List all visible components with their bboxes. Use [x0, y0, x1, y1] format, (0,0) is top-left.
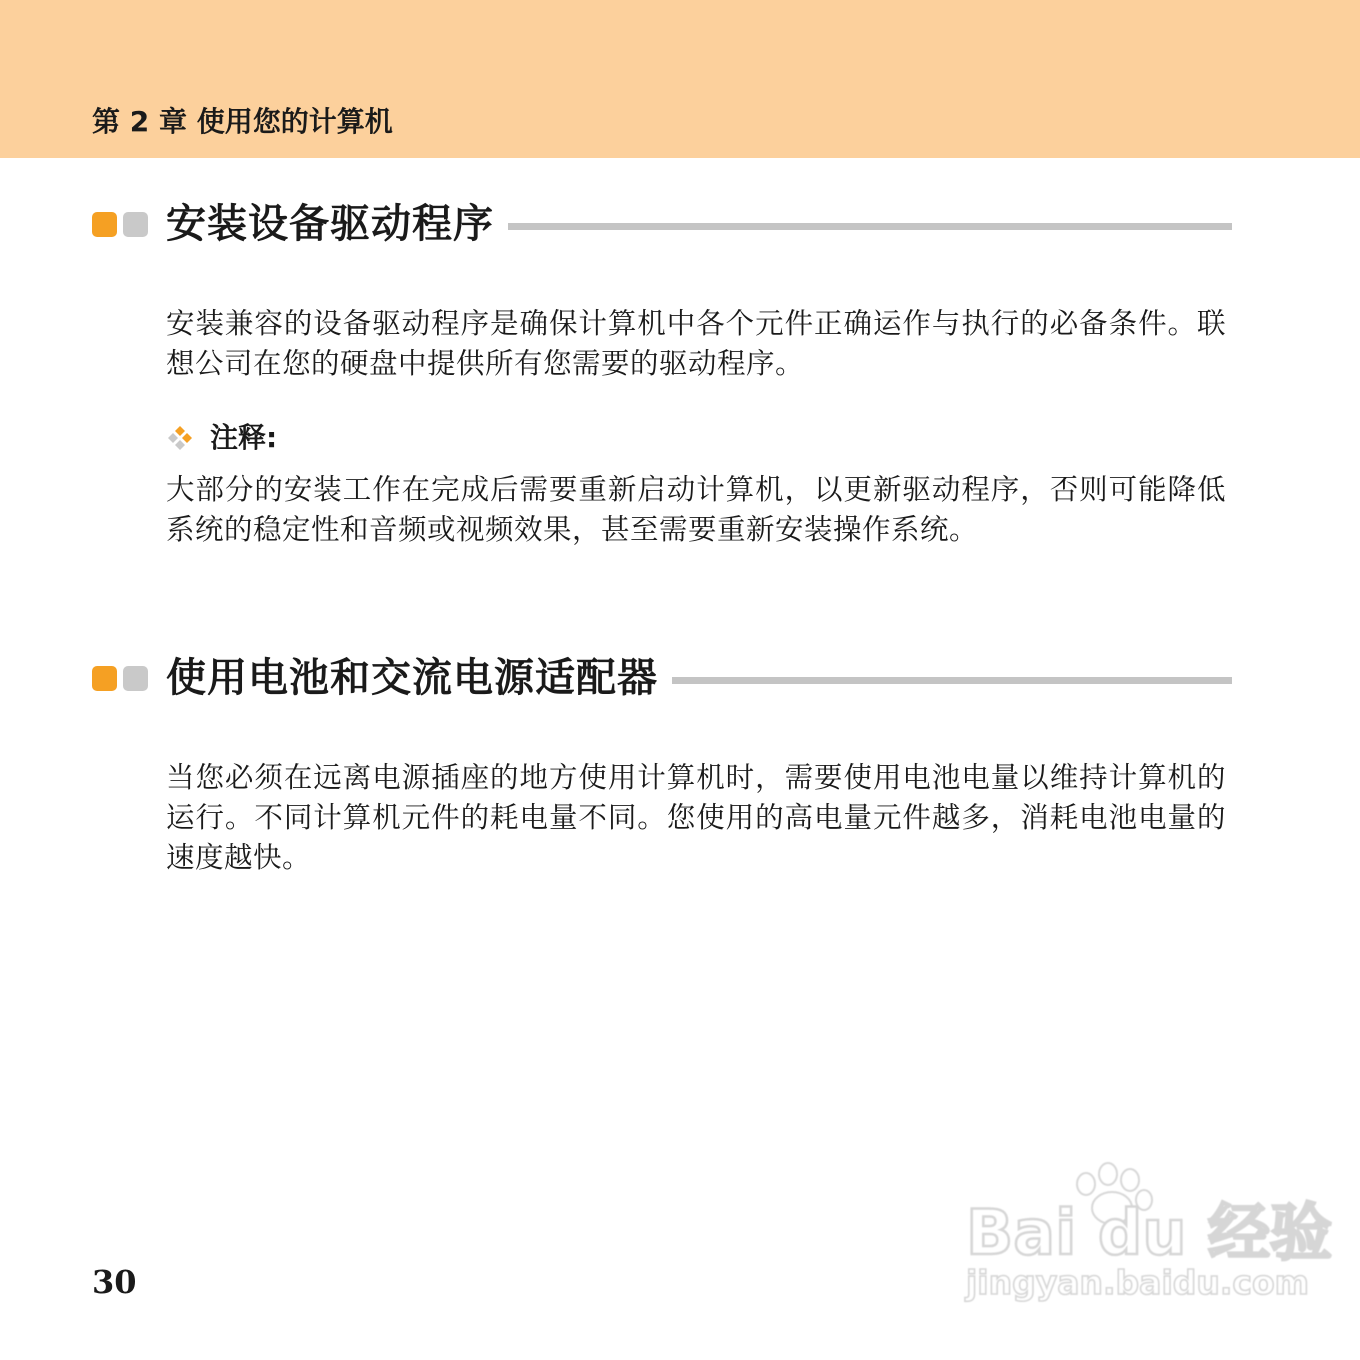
- section-heading-battery: [92, 648, 1232, 708]
- heading-rule: [508, 223, 1232, 230]
- orange-square-icon: [92, 212, 117, 237]
- section-title: 安装设备驱动程序: [166, 201, 494, 247]
- heading-rule: [672, 677, 1232, 684]
- chapter-title: 第 2 章 使用您的计算机: [92, 105, 393, 138]
- battery-paragraph: 当您必须在远离电源插座的地方使用计算机时，需要使用电池电量以维持计算机的运行。不同计算机元件的耗电量不同。您使用的高电量元件越多，消耗电池电量的速度越快。: [166, 761, 1226, 874]
- gray-square-icon: [123, 666, 148, 691]
- page-number: 30: [92, 1263, 137, 1301]
- section-heading-drivers: [92, 194, 1232, 254]
- watermark-url-text: jingyan.baidu.com: [966, 1263, 1310, 1302]
- baidu-jingyan-watermark: [962, 1158, 1333, 1308]
- orange-square-icon: [92, 666, 117, 691]
- drivers-paragraph: 安装兼容的设备驱动程序是确保计算机中各个元件正确运作与执行的必备条件。联想公司在您的硬盘中提供所有您需要的驱动程序。: [166, 307, 1226, 380]
- diamond-cluster-icon: [166, 424, 194, 452]
- note-text: 大部分的安装工作在完成后需要重新启动计算机，以更新驱动程序，否则可能降低系统的稳定性和音频或视频效果，甚至需要重新安装操作系统。: [166, 473, 1226, 546]
- note-heading: [166, 418, 277, 458]
- note-label: 注释:: [210, 421, 278, 454]
- section-bullets: [92, 212, 166, 237]
- section-title: 使用电池和交流电源适配器: [166, 655, 658, 701]
- section-bullets: [92, 666, 166, 691]
- watermark-brand-text: Bai du 经验: [966, 1196, 1333, 1269]
- gray-square-icon: [123, 212, 148, 237]
